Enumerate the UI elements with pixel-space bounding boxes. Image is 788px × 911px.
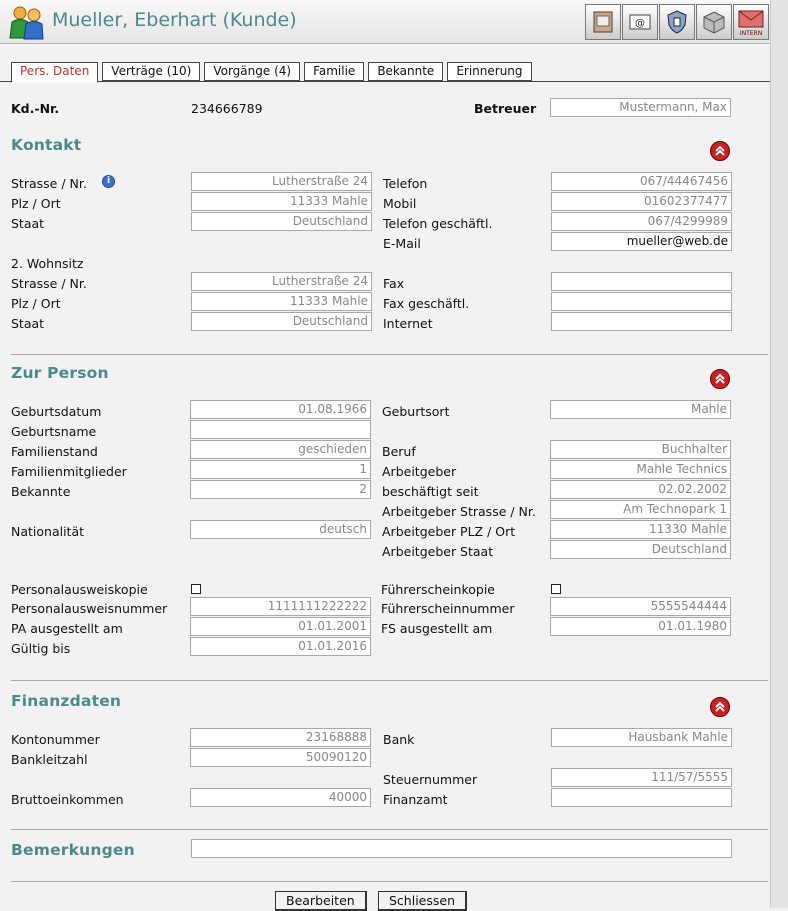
mobil-label: Mobil (383, 196, 417, 211)
geburtsname-label: Geburtsname (11, 424, 97, 439)
bank-field[interactable]: Hausbank Mahle (551, 728, 732, 747)
brutto-field[interactable]: 40000 (190, 788, 371, 807)
mobil-field[interactable]: 01602377477 (551, 192, 732, 211)
arbeitgeber-staat-label: Arbeitgeber Staat (382, 544, 494, 559)
scrollbar[interactable] (770, 0, 788, 908)
arbeitgeber-plz-field[interactable]: 11330 Mahle (550, 520, 731, 539)
fax-field[interactable] (551, 272, 732, 291)
strasse2-field[interactable]: Lutherstraße 24 (191, 272, 372, 291)
header-toolbar (585, 4, 769, 40)
fax-geschaeftlich-field[interactable] (551, 292, 732, 311)
strasse2-label: Strasse / Nr. (11, 276, 87, 291)
email-label: E-Mail (383, 236, 421, 251)
intern-mail-icon[interactable] (733, 4, 769, 40)
fs-nummer-label: Führerscheinnummer (381, 601, 515, 616)
arbeitgeber-strasse-label: Arbeitgeber Strasse / Nr. (382, 504, 536, 519)
section-divider (11, 829, 768, 830)
pa-ausgestellt-field[interactable]: 01.01.2001 (190, 617, 371, 636)
customer-avatar-icon (8, 4, 44, 40)
info-icon[interactable]: i (102, 175, 115, 188)
security-icon[interactable] (659, 4, 695, 40)
steuer-field[interactable]: 111/57/5555 (551, 768, 732, 787)
email-icon[interactable] (622, 4, 658, 40)
tab-erinnerung[interactable]: Erinnerung (447, 62, 531, 81)
plz-field[interactable]: 11333 Mahle (191, 192, 372, 211)
blz-label: Bankleitzahl (11, 752, 88, 767)
email-field[interactable]: mueller@web.de (551, 232, 732, 251)
svg-text:INTERN: INTERN (739, 30, 763, 37)
svg-text:@: @ (635, 18, 645, 29)
tab-familie[interactable]: Familie (304, 62, 364, 81)
tab-vorgaenge[interactable]: Vorgänge (4) (204, 62, 300, 81)
beschaeftigt-field[interactable]: 02.02.2002 (550, 480, 731, 499)
blz-field[interactable]: 50090120 (190, 748, 371, 767)
fs-nummer-field[interactable]: 5555544444 (550, 597, 731, 616)
fs-kopie-checkbox[interactable] (551, 584, 561, 594)
plz2-field[interactable]: 11333 Mahle (191, 292, 372, 311)
familienmitglieder-field[interactable]: 1 (190, 460, 371, 479)
tab-pers-daten[interactable]: Pers. Daten (11, 62, 98, 83)
bemerkungen-field[interactable] (191, 839, 732, 858)
geburtsname-field[interactable] (190, 420, 371, 439)
fax-label: Fax (383, 276, 405, 291)
familienmitglieder-label: Familienmitglieder (11, 464, 127, 479)
geburtsort-field[interactable]: Mahle (550, 400, 731, 419)
telefon-field[interactable]: 067/44467456 (551, 172, 732, 191)
wohnsitz-label: 2. Wohnsitz (11, 256, 84, 271)
brutto-label: Bruttoeinkommen (11, 792, 124, 807)
internet-field[interactable] (551, 312, 732, 331)
beruf-field[interactable]: Buchhalter (550, 440, 731, 459)
betreuer-label: Betreuer (474, 101, 537, 116)
strasse-label: Strasse / Nr. (11, 176, 87, 191)
telefon-geschaeftlich-label: Telefon geschäftl. (383, 216, 493, 231)
staat2-field[interactable]: Deutschland (191, 312, 372, 331)
edit-button[interactable]: Bearbeiten (275, 891, 367, 911)
staat-field[interactable]: Deutschland (191, 212, 372, 231)
strasse-field[interactable]: Lutherstraße 24 (191, 172, 372, 191)
kdnr-value: 234666789 (191, 101, 263, 116)
close-button[interactable]: Schliessen (378, 891, 467, 911)
geburtsdatum-field[interactable]: 01.08.1966 (190, 400, 371, 419)
tab-bar (11, 62, 532, 83)
gueltig-field[interactable]: 01.01.2016 (190, 637, 371, 656)
beschaeftigt-label: beschäftigt seit (382, 484, 479, 499)
fs-kopie-label: Führerscheinkopie (381, 582, 495, 597)
fs-ausgestellt-label: FS ausgestellt am (381, 621, 493, 636)
arbeitgeber-field[interactable]: Mahle Technics (550, 460, 731, 479)
bekannte-field[interactable]: 2 (190, 480, 371, 499)
pa-kopie-label: Personalausweiskopie (11, 582, 148, 597)
arbeitgeber-plz-label: Arbeitgeber PLZ / Ort (382, 524, 516, 539)
box-icon[interactable] (696, 4, 732, 40)
arbeitgeber-label: Arbeitgeber (382, 464, 457, 479)
konto-field[interactable]: 23168888 (190, 728, 371, 747)
fax-geschaeftlich-label: Fax geschäftl. (383, 296, 470, 311)
collapse-icon[interactable] (710, 369, 730, 389)
pa-nummer-field[interactable]: 1111111222222 (190, 597, 371, 616)
section-title-kontakt: Kontakt (11, 136, 82, 154)
pa-nummer-label: Personalausweisnummer (11, 601, 168, 616)
bekannte-label: Bekannte (11, 484, 71, 499)
betreuer-field[interactable]: Mustermann, Max (550, 98, 731, 117)
section-title-finanzdaten: Finanzdaten (11, 692, 122, 710)
konto-label: Kontonummer (11, 732, 100, 747)
plz-label: Plz / Ort (11, 196, 61, 211)
collapse-icon[interactable] (710, 697, 730, 717)
bank-label: Bank (383, 732, 415, 747)
geburtsort-label: Geburtsort (382, 404, 450, 419)
arbeitgeber-strasse-field[interactable]: Am Technopark 1 (550, 500, 731, 519)
section-title-bemerkungen: Bemerkungen (11, 841, 135, 859)
app-header (0, 0, 770, 44)
document-icon[interactable] (585, 4, 621, 40)
pa-kopie-checkbox[interactable] (191, 584, 201, 594)
section-divider (11, 881, 768, 882)
section-divider (11, 354, 768, 355)
familienstand-label: Familienstand (11, 444, 98, 459)
telefon-geschaeftlich-field[interactable]: 067/4299989 (551, 212, 732, 231)
nationalitaet-field[interactable]: deutsch (190, 520, 371, 539)
tab-vertraege[interactable]: Verträge (10) (102, 62, 200, 81)
kdnr-label: Kd.-Nr. (11, 101, 60, 116)
plz2-label: Plz / Ort (11, 296, 61, 311)
arbeitgeber-staat-field[interactable]: Deutschland (550, 540, 731, 559)
pa-ausgestellt-label: PA ausgestellt am (11, 621, 123, 636)
telefon-label: Telefon (383, 176, 428, 191)
finanzamt-field[interactable] (551, 788, 732, 807)
section-title-person: Zur Person (11, 364, 109, 382)
internet-label: Internet (383, 316, 433, 331)
gueltig-label: Gültig bis (11, 641, 71, 656)
nationalitaet-label: Nationalität (11, 524, 85, 539)
fs-ausgestellt-field[interactable]: 01.01.1980 (550, 617, 731, 636)
staat-label: Staat (11, 216, 45, 231)
tab-bekannte[interactable]: Bekannte (368, 62, 443, 81)
beruf-label: Beruf (382, 444, 416, 459)
section-divider (11, 680, 768, 681)
page-title: Mueller, Eberhart (Kunde) (52, 9, 297, 31)
geburtsdatum-label: Geburtsdatum (11, 404, 102, 419)
finanzamt-label: Finanzamt (383, 792, 448, 807)
collapse-icon[interactable] (710, 141, 730, 161)
staat2-label: Staat (11, 316, 45, 331)
familienstand-field[interactable]: geschieden (190, 440, 371, 459)
steuer-label: Steuernummer (383, 772, 478, 787)
